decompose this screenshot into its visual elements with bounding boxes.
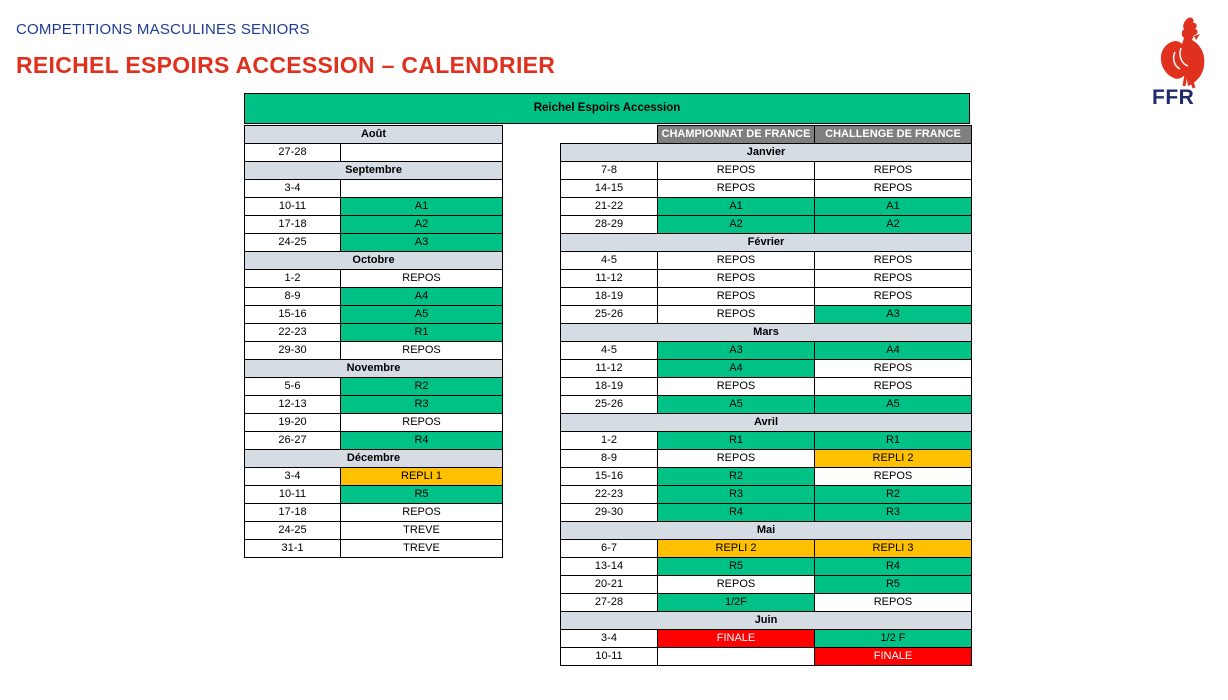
month-label: Septembre bbox=[245, 162, 503, 180]
table-row bbox=[561, 504, 972, 522]
match-cell: A1 bbox=[341, 198, 503, 216]
challenge-cell: A5 bbox=[815, 396, 972, 414]
challenge-cell: A1 bbox=[815, 198, 972, 216]
month-row bbox=[245, 162, 503, 180]
date-cell: 8-9 bbox=[245, 288, 341, 306]
date-cell: 11-12 bbox=[561, 360, 658, 378]
match-cell: R1 bbox=[341, 324, 503, 342]
challenge-cell: REPOS bbox=[815, 270, 972, 288]
month-row bbox=[245, 360, 503, 378]
championnat-cell: A5 bbox=[658, 396, 815, 414]
match-cell bbox=[341, 144, 503, 162]
month-label: Octobre bbox=[245, 252, 503, 270]
championnat-cell: REPOS bbox=[658, 270, 815, 288]
match-cell: A3 bbox=[341, 234, 503, 252]
date-cell: 4-5 bbox=[561, 252, 658, 270]
championnat-cell: REPLI 2 bbox=[658, 540, 815, 558]
championnat-cell: A2 bbox=[658, 216, 815, 234]
date-cell: 11-12 bbox=[561, 270, 658, 288]
date-cell: 29-30 bbox=[561, 504, 658, 522]
challenge-cell: REPOS bbox=[815, 360, 972, 378]
championnat-cell: A4 bbox=[658, 360, 815, 378]
date-cell: 27-28 bbox=[561, 594, 658, 612]
challenge-cell: REPLI 3 bbox=[815, 540, 972, 558]
date-cell: 10-11 bbox=[245, 198, 341, 216]
date-cell: 31-1 bbox=[245, 540, 341, 558]
table-row bbox=[245, 342, 503, 360]
championnat-cell: R5 bbox=[658, 558, 815, 576]
date-cell: 17-18 bbox=[245, 504, 341, 522]
championnat-cell: R3 bbox=[658, 486, 815, 504]
challenge-cell: REPLI 2 bbox=[815, 450, 972, 468]
table-row bbox=[561, 288, 972, 306]
match-cell: A4 bbox=[341, 288, 503, 306]
month-row bbox=[561, 612, 972, 630]
date-cell: 26-27 bbox=[245, 432, 341, 450]
date-cell: 22-23 bbox=[245, 324, 341, 342]
table-row bbox=[245, 198, 503, 216]
table-row bbox=[561, 450, 972, 468]
month-row bbox=[245, 450, 503, 468]
table-row bbox=[245, 486, 503, 504]
championnat-cell: REPOS bbox=[658, 576, 815, 594]
challenge-cell: R3 bbox=[815, 504, 972, 522]
date-cell: 8-9 bbox=[561, 450, 658, 468]
header-blank-cell bbox=[561, 126, 658, 144]
month-label: Août bbox=[245, 126, 503, 144]
challenge-cell: R1 bbox=[815, 432, 972, 450]
month-row bbox=[245, 126, 503, 144]
table-row bbox=[561, 468, 972, 486]
column-header-row bbox=[561, 126, 972, 144]
table-row bbox=[245, 144, 503, 162]
date-cell: 18-19 bbox=[561, 288, 658, 306]
challenge-cell: R2 bbox=[815, 486, 972, 504]
month-label: Avril bbox=[561, 414, 972, 432]
date-cell: 10-11 bbox=[245, 486, 341, 504]
table-row bbox=[561, 396, 972, 414]
date-cell: 24-25 bbox=[245, 522, 341, 540]
month-row bbox=[561, 522, 972, 540]
table-row bbox=[561, 180, 972, 198]
table-row bbox=[245, 432, 503, 450]
table-row bbox=[561, 432, 972, 450]
competition-category: COMPETITIONS MASCULINES SENIORS bbox=[16, 21, 310, 38]
match-cell: REPOS bbox=[341, 504, 503, 522]
table-row bbox=[245, 216, 503, 234]
challenge-cell: REPOS bbox=[815, 378, 972, 396]
column-header-challenge: CHALLENGE DE FRANCE bbox=[815, 126, 972, 144]
date-cell: 1-2 bbox=[245, 270, 341, 288]
table-row bbox=[561, 486, 972, 504]
month-label: Juin bbox=[561, 612, 972, 630]
table-row bbox=[561, 216, 972, 234]
match-cell: R2 bbox=[341, 378, 503, 396]
championnat-cell: REPOS bbox=[658, 378, 815, 396]
challenge-cell: R4 bbox=[815, 558, 972, 576]
date-cell: 13-14 bbox=[561, 558, 658, 576]
date-cell: 25-26 bbox=[561, 396, 658, 414]
date-cell: 19-20 bbox=[245, 414, 341, 432]
date-cell: 6-7 bbox=[561, 540, 658, 558]
table-row bbox=[561, 342, 972, 360]
month-row bbox=[561, 324, 972, 342]
challenge-cell: REPOS bbox=[815, 468, 972, 486]
match-cell: R3 bbox=[341, 396, 503, 414]
table-row bbox=[561, 270, 972, 288]
match-cell: REPOS bbox=[341, 270, 503, 288]
table-row bbox=[561, 252, 972, 270]
match-cell: REPOS bbox=[341, 342, 503, 360]
championnat-cell: A3 bbox=[658, 342, 815, 360]
column-header-championnat: CHAMPIONNAT DE FRANCE bbox=[658, 126, 815, 144]
date-cell: 21-22 bbox=[561, 198, 658, 216]
challenge-cell: R5 bbox=[815, 576, 972, 594]
table-row bbox=[245, 468, 503, 486]
table-row bbox=[561, 594, 972, 612]
date-cell: 10-11 bbox=[561, 648, 658, 666]
table-row bbox=[245, 540, 503, 558]
championnat-cell: REPOS bbox=[658, 306, 815, 324]
date-cell: 28-29 bbox=[561, 216, 658, 234]
date-cell: 3-4 bbox=[245, 468, 341, 486]
championnat-cell: R2 bbox=[658, 468, 815, 486]
table-row bbox=[245, 378, 503, 396]
table-row bbox=[561, 306, 972, 324]
championnat-cell bbox=[658, 648, 815, 666]
month-label: Novembre bbox=[245, 360, 503, 378]
month-row bbox=[245, 252, 503, 270]
date-cell: 3-4 bbox=[245, 180, 341, 198]
month-row bbox=[561, 234, 972, 252]
championnat-cell: REPOS bbox=[658, 162, 815, 180]
table-row bbox=[561, 378, 972, 396]
championnat-cell: A1 bbox=[658, 198, 815, 216]
table-row bbox=[561, 360, 972, 378]
table-row bbox=[245, 180, 503, 198]
month-label: Janvier bbox=[561, 144, 972, 162]
challenge-cell: REPOS bbox=[815, 288, 972, 306]
championnat-cell: 1/2F bbox=[658, 594, 815, 612]
month-label: Mai bbox=[561, 522, 972, 540]
challenge-cell: 1/2 F bbox=[815, 630, 972, 648]
date-cell: 12-13 bbox=[245, 396, 341, 414]
table-row bbox=[245, 504, 503, 522]
match-cell: REPLI 1 bbox=[341, 468, 503, 486]
match-cell: TREVE bbox=[341, 522, 503, 540]
table-row bbox=[245, 522, 503, 540]
championnat-cell: REPOS bbox=[658, 180, 815, 198]
challenge-cell: REPOS bbox=[815, 180, 972, 198]
date-cell: 17-18 bbox=[245, 216, 341, 234]
date-cell: 27-28 bbox=[245, 144, 341, 162]
challenge-cell: REPOS bbox=[815, 594, 972, 612]
date-cell: 5-6 bbox=[245, 378, 341, 396]
table-row bbox=[245, 414, 503, 432]
table-row bbox=[245, 396, 503, 414]
date-cell: 7-8 bbox=[561, 162, 658, 180]
match-cell: A2 bbox=[341, 216, 503, 234]
table-row bbox=[245, 324, 503, 342]
date-cell: 20-21 bbox=[561, 576, 658, 594]
date-cell: 24-25 bbox=[245, 234, 341, 252]
table-row bbox=[245, 306, 503, 324]
table-row bbox=[561, 198, 972, 216]
date-cell: 25-26 bbox=[561, 306, 658, 324]
match-cell: R4 bbox=[341, 432, 503, 450]
match-cell bbox=[341, 180, 503, 198]
table-row bbox=[561, 162, 972, 180]
table-row bbox=[561, 630, 972, 648]
date-cell: 22-23 bbox=[561, 486, 658, 504]
table-row bbox=[561, 576, 972, 594]
challenge-cell: A3 bbox=[815, 306, 972, 324]
calendar-table-autumn bbox=[244, 125, 503, 558]
championnat-cell: R4 bbox=[658, 504, 815, 522]
challenge-cell: REPOS bbox=[815, 162, 972, 180]
table-row bbox=[561, 540, 972, 558]
championnat-cell: FINALE bbox=[658, 630, 815, 648]
date-cell: 18-19 bbox=[561, 378, 658, 396]
table-row bbox=[561, 648, 972, 666]
match-cell: TREVE bbox=[341, 540, 503, 558]
date-cell: 4-5 bbox=[561, 342, 658, 360]
date-cell: 3-4 bbox=[561, 630, 658, 648]
challenge-cell: FINALE bbox=[815, 648, 972, 666]
match-cell: A5 bbox=[341, 306, 503, 324]
match-cell: R5 bbox=[341, 486, 503, 504]
championnat-cell: REPOS bbox=[658, 288, 815, 306]
month-row bbox=[561, 414, 972, 432]
match-cell: REPOS bbox=[341, 414, 503, 432]
logo-text: FFR bbox=[1152, 86, 1195, 109]
table-title: Reichel Espoirs Accession bbox=[244, 93, 970, 124]
challenge-cell: A4 bbox=[815, 342, 972, 360]
table-row bbox=[245, 234, 503, 252]
championnat-cell: REPOS bbox=[658, 252, 815, 270]
table-row bbox=[245, 270, 503, 288]
calendar-table-spring bbox=[560, 125, 972, 666]
date-cell: 15-16 bbox=[245, 306, 341, 324]
month-row bbox=[561, 144, 972, 162]
championnat-cell: R1 bbox=[658, 432, 815, 450]
date-cell: 29-30 bbox=[245, 342, 341, 360]
table-row bbox=[561, 558, 972, 576]
challenge-cell: A2 bbox=[815, 216, 972, 234]
month-label: Mars bbox=[561, 324, 972, 342]
date-cell: 14-15 bbox=[561, 180, 658, 198]
date-cell: 1-2 bbox=[561, 432, 658, 450]
month-label: Décembre bbox=[245, 450, 503, 468]
month-label: Février bbox=[561, 234, 972, 252]
championnat-cell: REPOS bbox=[658, 450, 815, 468]
page-title: REICHEL ESPOIRS ACCESSION – CALENDRIER bbox=[16, 52, 556, 78]
date-cell: 15-16 bbox=[561, 468, 658, 486]
challenge-cell: REPOS bbox=[815, 252, 972, 270]
table-row bbox=[245, 288, 503, 306]
